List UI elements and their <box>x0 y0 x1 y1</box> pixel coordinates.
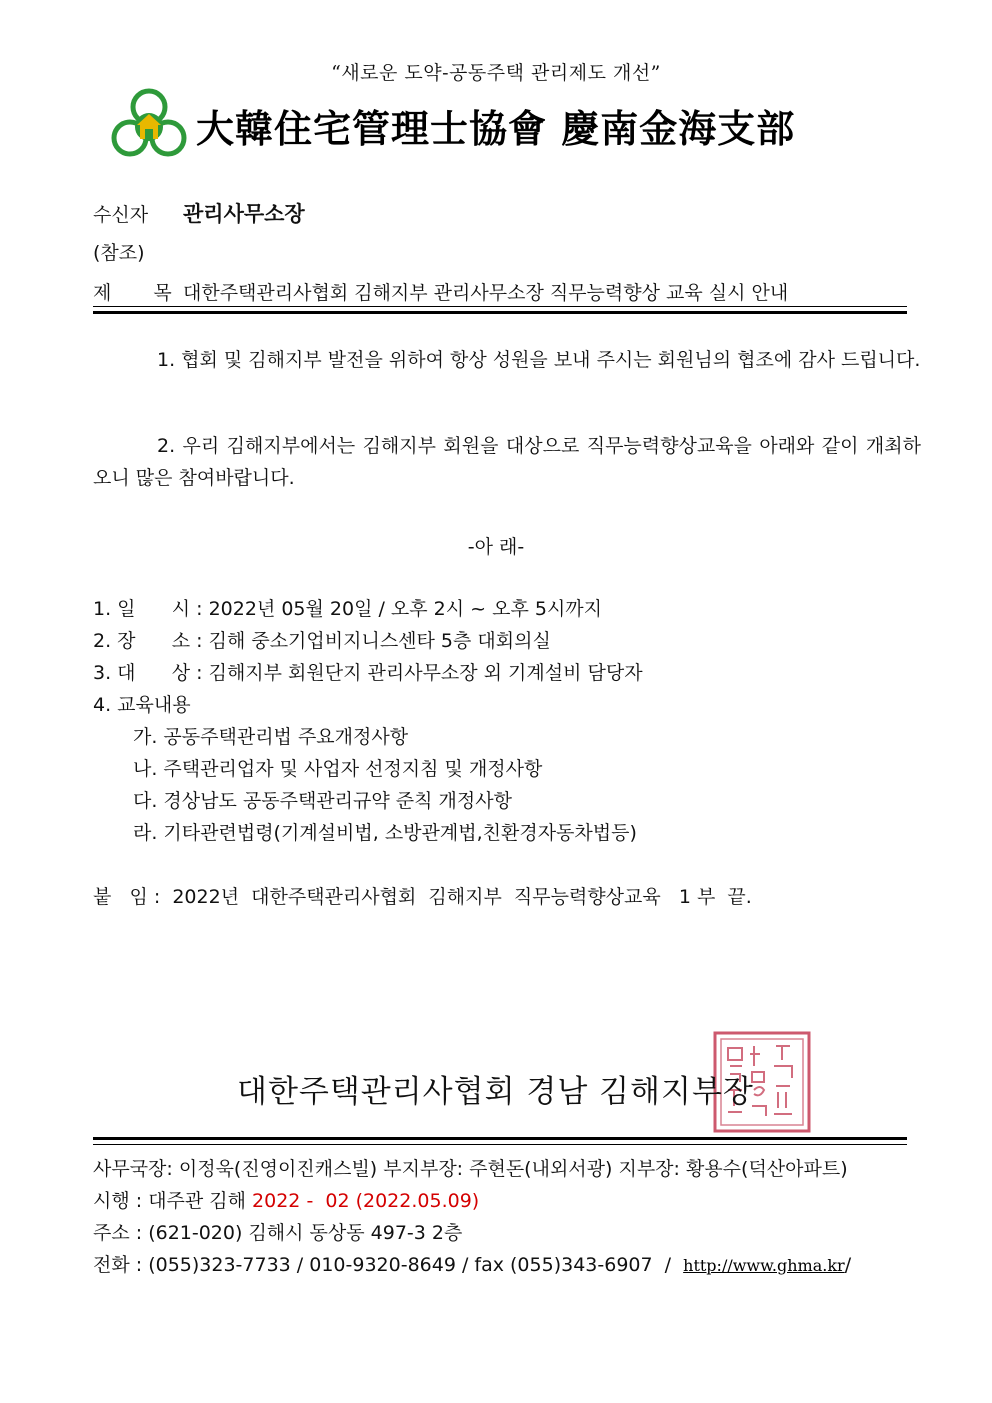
reference-label: (참조) <box>93 242 145 264</box>
website-link[interactable]: http://www.ghma.kr <box>683 1256 845 1275</box>
paragraph-1-text: 1. 협회 및 김해지부 발전을 위하여 항상 성원을 보내 주시는 회원님의 협조에 감사 드립니다. <box>157 349 921 371</box>
website-tail: / <box>844 1254 852 1276</box>
footer-contact <box>93 1250 851 1277</box>
subject-label: 제 목 <box>93 282 190 304</box>
paragraph-2-text: 2. 우리 김해지부에서는 김해지부 회원을 대상으로 직무능력향상교육을 아래와 같이 개최하오니 많은 참여바랍니다. <box>93 435 921 489</box>
sender-name: 대한주택관리사협회 경남 김해지부장 <box>237 1074 754 1110</box>
footer-issue <box>93 1186 479 1213</box>
content-subitem: 가. 공동주택관리법 주요개정사항 <box>133 726 409 748</box>
content-subitem: 나. 주택관리업자 및 사업자 선정지침 및 개정사항 <box>133 758 543 780</box>
recipient-value: 관리사무소장 <box>183 202 305 226</box>
content-subitem: 라. 기타관련법령(기계설비법, 소방관계법,친환경자동차법등) <box>133 822 637 844</box>
detail-item-place: 2. 장 소 : 김해 중소기업비지니스센타 5층 대회의실 <box>93 630 551 652</box>
slogan: “새로운 도약-공동주택 관리제도 개선” <box>331 62 661 84</box>
footer-address: 주소 : (621-020) 김해시 동상동 497-3 2층 <box>93 1222 463 1244</box>
footer-divider <box>93 1137 907 1145</box>
organization-name: 大韓住宅管理士協會 慶南金海支部 <box>196 106 796 151</box>
detail-item-content: 4. 교육내용 <box>93 694 191 716</box>
content-subitem: 다. 경상남도 공동주택관리규약 준칙 개정사항 <box>133 790 512 812</box>
attachment-line: 붙 임 : 2022년 대한주택관리사협회 김해지부 직무능력향상교육 1 부 끝. <box>93 886 752 908</box>
subject-text: 대한주택관리사협회 김해지부 관리사무소장 직무능력향상 교육 실시 안내 <box>183 282 789 304</box>
paragraph-1 <box>93 344 921 376</box>
footer-staff: 사무국장: 이정욱(진영이진캐스빌) 부지부장: 주현돈(내외서광) 지부장: 황용수(덕산아파트) <box>93 1158 848 1180</box>
recipient-label: 수신자 <box>93 204 149 226</box>
subject-divider <box>93 306 907 314</box>
detail-item-date: 1. 일 시 : 2022년 05월 20일 / 오후 2시 ~ 오후 5시까지 <box>93 598 603 620</box>
paragraph-2 <box>93 430 921 494</box>
association-logo-icon <box>110 88 188 158</box>
issue-label: 시행 : 대주관 김해 <box>93 1190 253 1212</box>
phone-text: 전화 : (055)323-7733 / 010-9320-8649 / fax (055)343-6907 / <box>93 1254 684 1276</box>
issue-number: 2022 - 02 (2022.05.09) <box>252 1190 480 1212</box>
section-title: -아 래- <box>467 536 525 558</box>
detail-item-target: 3. 대 상 : 김해지부 회원단지 관리사무소장 외 기계설비 담당자 <box>93 662 643 684</box>
